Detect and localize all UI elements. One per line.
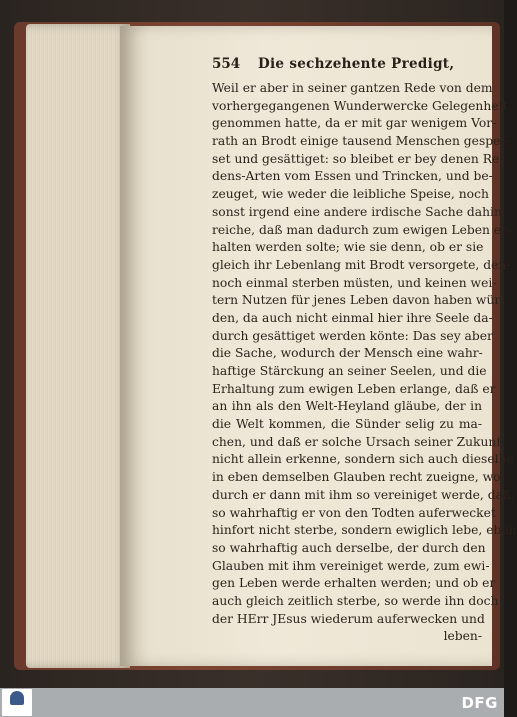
text-line: Weil er aber in seiner gantzen Rede von dem — [212, 81, 493, 95]
text-line: an ihn als den Welt-Heyland gläube, der in — [212, 399, 482, 414]
page-edges — [26, 24, 130, 668]
viewer-footer — [0, 688, 504, 717]
text-line: durch er dann mit ihm so vereiniget werde, daß, — [212, 487, 516, 502]
library-logo[interactable] — [2, 689, 32, 716]
text-line: den, da auch nicht einmal hier ihre Seele da- — [212, 310, 493, 325]
sermon-text — [212, 80, 517, 646]
text-line: zeuget, wie weder die leibliche Speise, noch — [212, 187, 489, 202]
text-line: gleich ihr Lebenlang mit Brodt versorgete, den- — [212, 257, 511, 272]
text-line: in eben demselben Glauben recht zueigne, wo- — [212, 470, 505, 485]
text-line: der HErr JEsus wiederum auferwecken und — [212, 611, 485, 626]
text-line: tern Nutzen für jenes Leben davon haben wür- — [212, 293, 505, 308]
text-line: nicht allein erkenne, sondern sich auch dieselbe — [212, 452, 514, 467]
text-line: chen, und daß er solche Ursach seiner Zukunft — [212, 434, 506, 449]
text-line: auch gleich zeitlich sterbe, so werde ihn doch — [212, 593, 499, 608]
running-title: Die sechzehente Predigt, — [258, 56, 455, 72]
text-line: set und gesättiget: so bleibet er bey denen Re- — [212, 151, 504, 166]
text-line: hinfort nicht sterbe, sondern ewiglich lebe, eben — [212, 523, 517, 538]
text-line: dens-Arten vom Essen und Trincken, und be- — [212, 169, 493, 184]
dfg-logo[interactable]: DFG — [461, 694, 498, 712]
text-line: haftige Stärckung an seiner Seelen, und die — [212, 364, 487, 378]
text-line: sonst irgend eine andere irdische Sache dahin — [212, 204, 502, 219]
text-line: so wahrhaftig auch derselbe, der durch den — [212, 540, 486, 555]
text-line: Glauben mit ihm vereiniget werde, zum ewi- — [212, 558, 490, 573]
page-header — [212, 56, 488, 78]
text-line: so wahrhaftig er von den Todten auferwecket — [212, 505, 496, 520]
text-line: halten werden solte; wie sie denn, ob er sie — [212, 240, 484, 255]
text-line: rath an Brodt einige tausend Menschen gespei- — [212, 134, 509, 149]
page-number: 554 — [212, 56, 241, 72]
text-line: Erhaltung zum ewigen Leben erlange, daß er — [212, 381, 496, 396]
text-line: noch einmal sterben müsten, und keinen wei- — [212, 275, 497, 290]
text-line: leben- — [443, 629, 482, 644]
text-line: durch gesättiget werden könte: Das sey aber — [212, 328, 493, 343]
text-line: die Sache, wodurch der Mensch eine wahr- — [212, 346, 483, 361]
text-line: gen Leben werde erhalten werden; und ob er — [212, 576, 496, 591]
text-line: vorhergegangenen Wunderwercke Gelegenheit — [212, 98, 508, 113]
text-line: die Welt kommen, die Sünder selig zu ma- — [212, 417, 482, 432]
text-line: reiche, daß man dadurch zum ewigen Leben er- — [212, 222, 512, 237]
library-emblem-icon — [10, 691, 24, 705]
text-line: genommen hatte, da er mit gar wenigem Vor- — [212, 116, 497, 131]
